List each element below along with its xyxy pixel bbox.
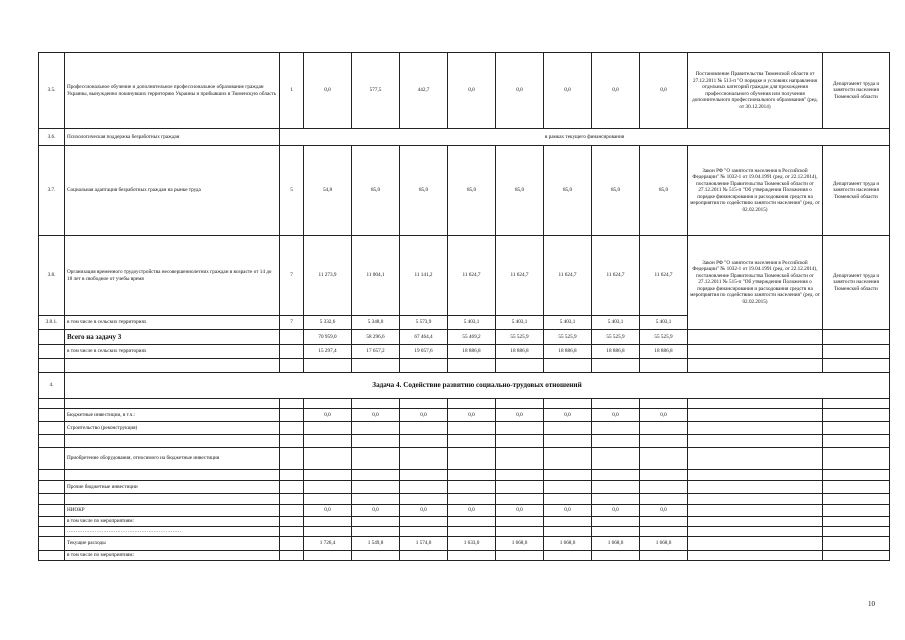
table-row bbox=[39, 236, 890, 316]
value-cell: 5 573,9 bbox=[400, 316, 448, 330]
table-row bbox=[39, 330, 890, 345]
value-cell: 55 525,9 bbox=[544, 330, 592, 345]
value-cell: 11 273,9 bbox=[304, 236, 352, 316]
dotted-placeholder: ………………………………………………………… bbox=[65, 527, 280, 537]
value-cell: 0,0 bbox=[592, 53, 640, 129]
table-row bbox=[39, 494, 890, 505]
value-cell: 85,0 bbox=[352, 146, 400, 236]
value-cell: 0,0 bbox=[640, 53, 688, 129]
value-cell: 1 668,0 bbox=[592, 537, 640, 551]
value-cell: 1 549,8 bbox=[352, 537, 400, 551]
value-cell: 0,0 bbox=[496, 505, 544, 517]
program-table bbox=[38, 52, 890, 561]
value-cell: 0,0 bbox=[304, 505, 352, 517]
row-number: 3.7. bbox=[39, 146, 65, 236]
value-cell: 442,7 bbox=[400, 53, 448, 129]
value-cell: 5 332,6 bbox=[304, 316, 352, 330]
activity-name: в том числе в сельских территориях bbox=[65, 316, 280, 330]
value-cell: 67 464,4 bbox=[400, 330, 448, 345]
value-cell: 0,0 bbox=[304, 53, 352, 129]
value-cell: 0,0 bbox=[640, 505, 688, 517]
value-cell: 5 403,1 bbox=[448, 316, 496, 330]
row-number: 3.5. bbox=[39, 53, 65, 129]
executor: Департамент труда и занятости населения Тюменской области bbox=[823, 146, 890, 236]
value-cell: 85,0 bbox=[496, 146, 544, 236]
value-cell: 85,0 bbox=[544, 146, 592, 236]
table-row bbox=[39, 146, 890, 236]
value-cell: 70 959,0 bbox=[304, 330, 352, 345]
legal-basis: Закон РФ "О занятости населения в Российской Федерации" № 1032-1 от 19.04.1991 (ред. от 22.12.2014), постановление Правительства Тюменской области от 27.12.2011 № 515-п "Об утверждении Положения о порядке финансирования и расходования средств на мероприятия по содействию занятости населения" (ред. от 02.02.2015) bbox=[688, 236, 823, 330]
value-cell: 0,0 bbox=[352, 409, 400, 422]
value-cell: 11 624,7 bbox=[640, 236, 688, 316]
executor: Департамент труда и занятости населения Тюменской области bbox=[823, 53, 890, 129]
value-cell: 11 624,7 bbox=[592, 236, 640, 316]
activity-name: Профессиональное обучение и дополнительное профессиональное образование граждан Украины, вынужденно покинувших территорию Украины и прибывших в Тюменскую область bbox=[65, 53, 280, 129]
value-cell: 18 886,8 bbox=[640, 345, 688, 359]
table-row bbox=[39, 399, 890, 409]
value-cell: 18 886,8 bbox=[448, 345, 496, 359]
row-number: 3.8.1. bbox=[39, 316, 65, 330]
activity-name: НИОКР bbox=[65, 505, 280, 517]
value-cell: 55 525,9 bbox=[496, 330, 544, 345]
row-code: 5 bbox=[280, 146, 304, 236]
subitem-label: в том числе по мероприятиям: bbox=[65, 551, 280, 561]
value-cell: 5 348,0 bbox=[352, 316, 400, 330]
value-cell: 85,0 bbox=[640, 146, 688, 236]
table-row bbox=[39, 373, 890, 399]
value-cell: 0,0 bbox=[448, 53, 496, 129]
value-cell: 0,0 bbox=[496, 409, 544, 422]
activity-name: Приобретение оборудования, относимого на бюджетные инвестиции bbox=[65, 448, 280, 470]
value-cell: 0,0 bbox=[352, 505, 400, 517]
value-cell: 0,0 bbox=[592, 505, 640, 517]
table-row bbox=[39, 359, 890, 373]
table-row bbox=[39, 448, 890, 470]
value-cell: 5 403,1 bbox=[496, 316, 544, 330]
activity-name: Бюджетные инвестиции, в т.ч.: bbox=[65, 409, 280, 422]
value-cell: 1 726,4 bbox=[304, 537, 352, 551]
value-cell: 18 886,8 bbox=[592, 345, 640, 359]
value-cell: 18 886,8 bbox=[544, 345, 592, 359]
table-row bbox=[39, 505, 890, 517]
value-cell: 5 403,1 bbox=[592, 316, 640, 330]
value-cell: 0,0 bbox=[640, 409, 688, 422]
value-cell: 11 004,1 bbox=[352, 236, 400, 316]
row-number: 3.8. bbox=[39, 236, 65, 316]
table-row bbox=[39, 527, 890, 537]
table-row bbox=[39, 481, 890, 494]
row-code: 7 bbox=[280, 316, 304, 330]
legal-basis: Закон РФ "О занятости населения в Российской Федерации" № 1032-1 от 19.04.1991 (ред. от 22.12.2014), постановление Правительства Тюменской области от 27.12.2011 № 515-п "Об утверждении Положения о порядке финансирования и расходования средств на мероприятия по содействию занятости населения" (ред. от 02.02.2015) bbox=[688, 146, 823, 236]
value-cell: 54,8 bbox=[304, 146, 352, 236]
activity-name: Строительство (реконструкция) bbox=[65, 422, 280, 435]
task-heading: Задача 4. Содействие развитию социально-трудовых отношений bbox=[65, 373, 890, 399]
value-cell: 11 624,7 bbox=[544, 236, 592, 316]
value-cell: 0,0 bbox=[544, 53, 592, 129]
value-cell: 1 668,0 bbox=[640, 537, 688, 551]
row-number: 4. bbox=[39, 373, 65, 399]
value-cell: 0,0 bbox=[304, 409, 352, 422]
value-cell: 0,0 bbox=[544, 505, 592, 517]
row-code: 1 bbox=[280, 53, 304, 129]
activity-name: Прочие бюджетные инвестиции bbox=[65, 481, 280, 494]
value-cell: 55 525,9 bbox=[592, 330, 640, 345]
document-sheet bbox=[38, 52, 880, 561]
activity-name: Психологическая поддержка безработных граждан bbox=[65, 129, 280, 146]
value-cell: 1 633,0 bbox=[448, 537, 496, 551]
value-cell: 55 525,9 bbox=[640, 330, 688, 345]
value-cell: 5 403,1 bbox=[640, 316, 688, 330]
value-cell: 1 574,0 bbox=[400, 537, 448, 551]
subitem-label: в том числе по мероприятиям: bbox=[65, 517, 280, 527]
table-row bbox=[39, 129, 890, 146]
activity-name: Организация временного трудоустройства несовершеннолетних граждан в возрасте от 14 до 18 лет в свободное от учебы время bbox=[65, 236, 280, 316]
value-cell: 1 668,0 bbox=[496, 537, 544, 551]
value-cell: 17 657,2 bbox=[352, 345, 400, 359]
value-cell: 19 057,6 bbox=[400, 345, 448, 359]
page-number: 10 bbox=[868, 600, 875, 608]
value-cell: 58 296,6 bbox=[352, 330, 400, 345]
value-cell: 85,0 bbox=[400, 146, 448, 236]
activity-name: Текущие расходы bbox=[65, 537, 280, 551]
value-cell: 0,0 bbox=[544, 409, 592, 422]
value-cell: 577,5 bbox=[352, 53, 400, 129]
activity-name: Социальная адаптация безработных граждан на рынке труда bbox=[65, 146, 280, 236]
value-cell: 85,0 bbox=[448, 146, 496, 236]
value-cell: 55 469,2 bbox=[448, 330, 496, 345]
value-cell: 0,0 bbox=[496, 53, 544, 129]
row-number: 3.6. bbox=[39, 129, 65, 146]
value-cell: 11 624,7 bbox=[448, 236, 496, 316]
value-cell: 11 624,7 bbox=[496, 236, 544, 316]
value-cell: 11 141,2 bbox=[400, 236, 448, 316]
value-cell: 0,0 bbox=[448, 505, 496, 517]
table-row bbox=[39, 537, 890, 551]
table-row bbox=[39, 470, 890, 481]
value-cell: 1 668,0 bbox=[544, 537, 592, 551]
executor: Департамент труда и занятости населения Тюменской области bbox=[823, 236, 890, 330]
subtotal-label: в том числе в сельских территориях bbox=[65, 345, 280, 359]
table-row bbox=[39, 551, 890, 561]
row-code: 7 bbox=[280, 236, 304, 316]
value-cell: 15 297,4 bbox=[304, 345, 352, 359]
table-row bbox=[39, 517, 890, 527]
legal-basis: Постановление Правительства Тюменской области от 27.12.2011 № 513-п "О порядке и условиях направления отдельных категорий граждан для прохождения профессионального обучения или получения дополнительного профессионального образования" (ред. от 30.12.2014) bbox=[688, 53, 823, 129]
table-row bbox=[39, 53, 890, 129]
financing-note: в рамках текущего финансирования bbox=[280, 129, 890, 146]
value-cell: 0,0 bbox=[400, 409, 448, 422]
value-cell: 0,0 bbox=[592, 409, 640, 422]
value-cell: 18 886,8 bbox=[496, 345, 544, 359]
total-label: Всего на задачу 3 bbox=[65, 330, 280, 345]
table-row bbox=[39, 345, 890, 359]
table-row bbox=[39, 409, 890, 422]
value-cell: 0,0 bbox=[448, 409, 496, 422]
value-cell: 0,0 bbox=[400, 505, 448, 517]
table-row bbox=[39, 435, 890, 448]
value-cell: 85,0 bbox=[592, 146, 640, 236]
table-row bbox=[39, 422, 890, 435]
value-cell: 5 403,1 bbox=[544, 316, 592, 330]
